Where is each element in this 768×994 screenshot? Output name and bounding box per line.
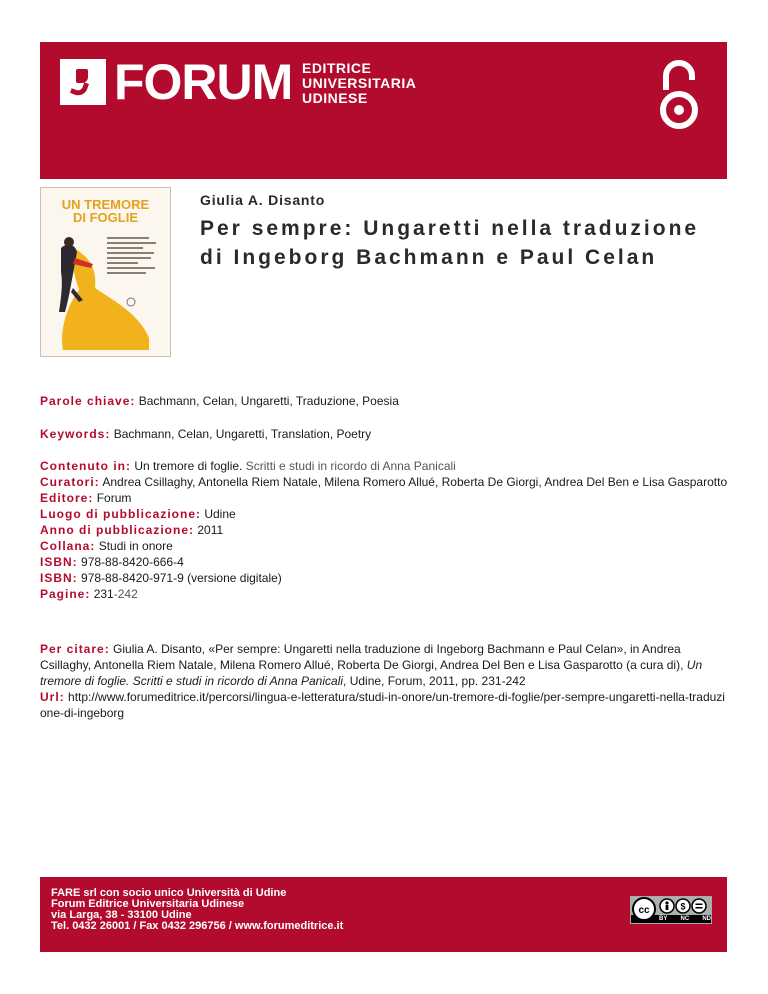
- cc-by-nc-nd-icon[interactable]: [630, 896, 712, 924]
- editore-label: Editore:: [40, 491, 94, 505]
- pagine-value-end: -242: [113, 587, 138, 601]
- citation-label: Per citare:: [40, 642, 110, 656]
- anno-row: [40, 522, 730, 538]
- footer-line-1: FARE srl con socio unico Università di Udine: [51, 887, 287, 899]
- open-access-icon: [656, 60, 702, 132]
- luogo-value: Udine: [204, 507, 236, 521]
- editore-row: [40, 490, 730, 506]
- publisher-line-3: UDINESE: [302, 90, 368, 106]
- parole-chiave-row: [40, 393, 730, 409]
- logo-wordmark: FORUM: [114, 54, 293, 110]
- isbn-label: ISBN:: [40, 555, 78, 569]
- anno-value: 2011: [197, 523, 224, 537]
- collana-label: Collana:: [40, 539, 96, 553]
- cover-title-line-1: UN TREMORE: [61, 197, 150, 212]
- pagine-value-start: 231: [93, 587, 114, 601]
- svg-text:$: $: [680, 901, 686, 912]
- publisher-name: [302, 61, 416, 106]
- article-title: Per sempre: Ungaretti nella traduzione di Ingeborg Bachmann e Paul Celan: [200, 217, 700, 269]
- pagine-row: [40, 586, 730, 602]
- url-row: [40, 689, 730, 721]
- parole-chiave-label: Parole chiave:: [40, 394, 136, 408]
- contenuto-subtitle: Scritti e studi in ricordo di Anna Panicali: [245, 459, 456, 473]
- book-cover: [40, 187, 171, 357]
- collana-value: Studi in onore: [98, 539, 173, 553]
- isbn-digital-row: [40, 570, 730, 586]
- footer-address: [51, 888, 343, 932]
- url-label: Url:: [40, 690, 65, 704]
- citation-text-end: , Udine, Forum, 2011, pp. 231-242: [343, 674, 526, 688]
- footer-line-3: via Larga, 38 - 33100 Udine: [51, 909, 192, 921]
- footer-line-4[interactable]: Tel. 0432 26001 / Fax 0432 296756 / www.forumeditrice.it: [51, 920, 344, 932]
- url-link[interactable]: http://www.forumeditrice.it/percorsi/lingua-e-letteratura/studi-in-onore/un-tremore-di-foglie/per-sempre-ungaretti-nella-traduzione-di-ingeborg: [40, 690, 725, 720]
- contenuto-value: Un tremore di foglie.: [134, 459, 243, 473]
- curatori-label: Curatori:: [40, 475, 100, 489]
- citation-text: Giulia A. Disanto, «Per sempre: Ungaretti nella traduzione di Ingeborg Bachmann e Paul Celan», in Andrea Csillaghy, Antonella Riem Natale, Milena Romero Allué, Roberta De Giorgi, Andrea Del Ben e Lisa Gasparotto (a cura di),: [40, 642, 684, 672]
- luogo-label: Luogo di pubblicazione:: [40, 507, 201, 521]
- citation-row: [40, 641, 730, 689]
- header-banner: [40, 42, 727, 179]
- anno-label: Anno di pubblicazione:: [40, 523, 194, 537]
- cover-title-line-2: DI FOGLIE: [73, 210, 138, 225]
- article-author: Giulia A. Disanto: [200, 192, 326, 208]
- publisher-line-1: EDITRICE: [302, 60, 372, 76]
- footer-line-2: Forum Editrice Universitaria Udinese: [51, 898, 245, 910]
- isbn-digital-label: ISBN:: [40, 571, 78, 585]
- pagine-label: Pagine:: [40, 587, 91, 601]
- cover-illustration: [49, 228, 159, 353]
- isbn-value: 978-88-8420-666-4: [81, 555, 184, 569]
- keywords-row: [40, 426, 730, 442]
- svg-text:cc: cc: [638, 905, 650, 916]
- curatori-row: [40, 474, 730, 490]
- luogo-row: [40, 506, 730, 522]
- isbn-digital-value: 978-88-8420-971-9 (versione digitale): [81, 571, 282, 585]
- citation-block: [40, 641, 730, 721]
- publisher-line-2: UNIVERSITARIA: [302, 75, 417, 91]
- keywords-label: Keywords:: [40, 427, 111, 441]
- forum-logo-icon: [60, 59, 106, 105]
- editore-value: Forum: [96, 491, 132, 505]
- cover-title: [41, 198, 170, 224]
- cc-nd-label: ND: [702, 916, 711, 922]
- details-block: [40, 458, 730, 602]
- contenuto-row: [40, 458, 730, 474]
- isbn-row: [40, 554, 730, 570]
- cc-by-label: BY: [659, 916, 668, 922]
- cc-nc-label: NC: [680, 916, 690, 922]
- parole-chiave-value: Bachmann, Celan, Ungaretti, Traduzione, Poesia: [138, 394, 399, 408]
- collana-row: [40, 538, 730, 554]
- curatori-value: Andrea Csillaghy, Antonella Riem Natale, Milena Romero Allué, Roberta De Giorgi, Andrea Del Ben e Lisa Gasparotto: [102, 475, 728, 489]
- footer-banner: [40, 877, 727, 952]
- contenuto-label: Contenuto in:: [40, 459, 131, 473]
- keywords-value: Bachmann, Celan, Ungaretti, Translation, Poetry: [113, 427, 372, 441]
- citation-book-title: Un tremore di foglie. Scritti e studi in ricordo di Anna Panicali: [40, 658, 703, 688]
